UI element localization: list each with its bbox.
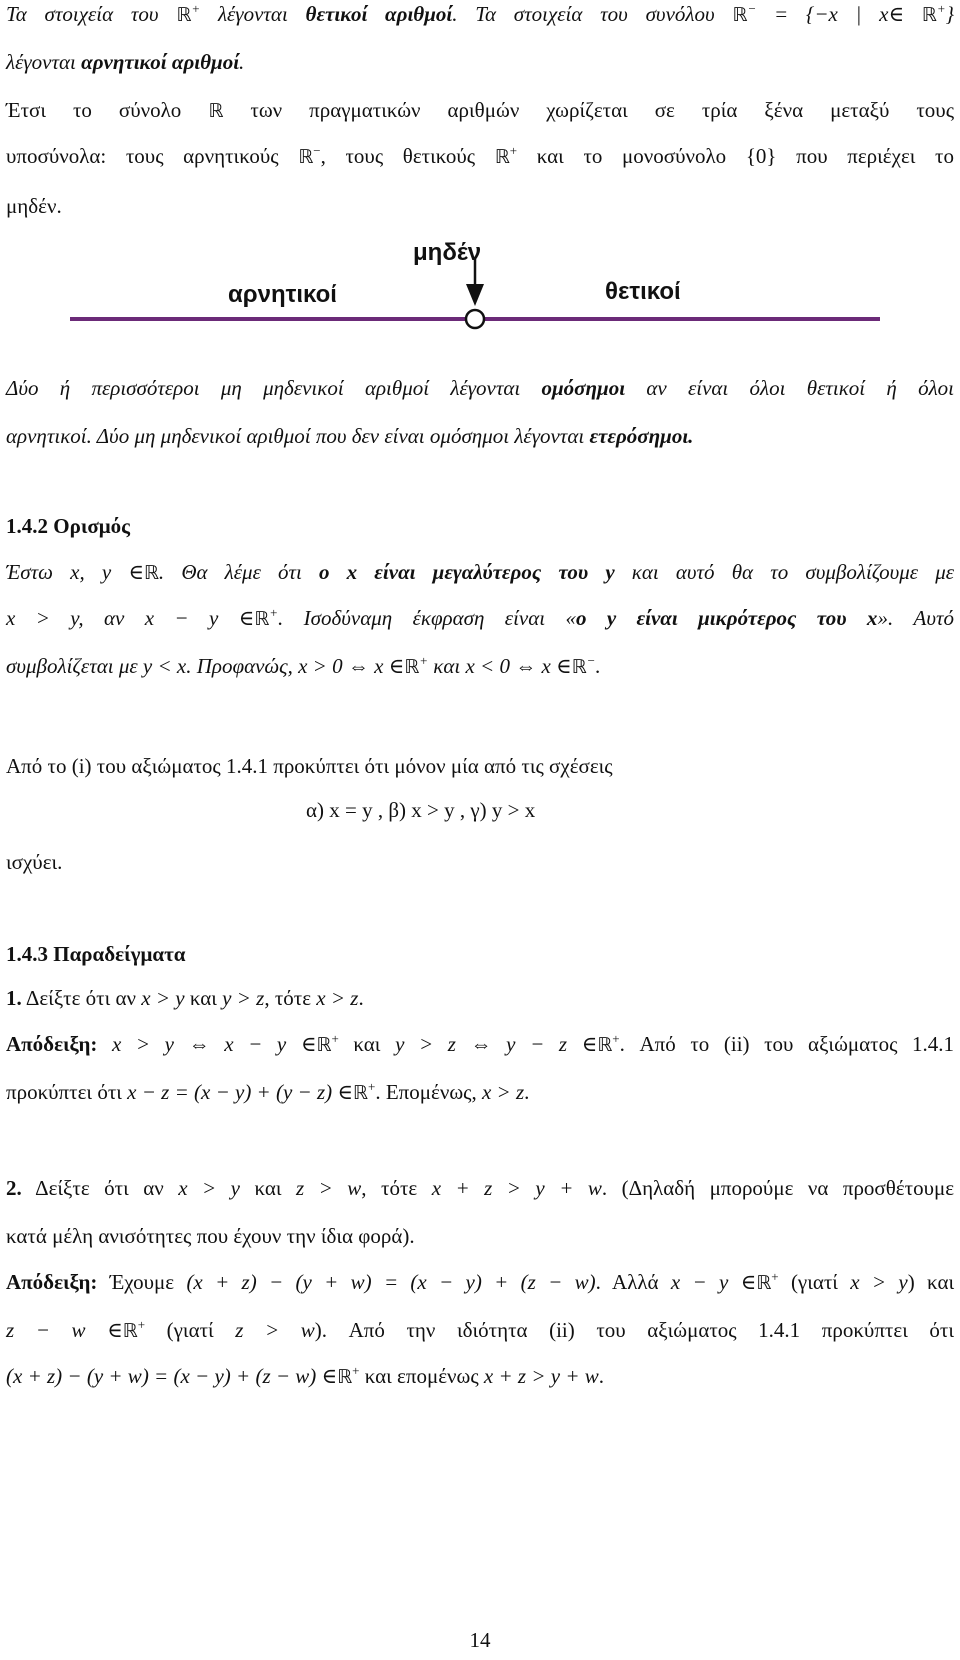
definition-line3 [6, 652, 954, 681]
text: συμβολίζεται με [6, 654, 138, 678]
number-line-svg [0, 232, 960, 352]
math: α) x = y , β) x > y , γ) y > x [306, 798, 536, 822]
text: Από το (i) του αξιώματος 1.4.1 προκύπτει ότι μόνον μία από τις σχέσεις [6, 754, 613, 778]
math: x < 0 ⇔ x ∈ [465, 654, 572, 678]
sup: + [612, 1031, 620, 1046]
text: προκύπτει ότι [6, 1080, 122, 1104]
zero-label: μηδέν [413, 239, 482, 266]
real-numbers-symbol: ℝ [494, 146, 510, 168]
real-numbers-symbol: ℝ [732, 4, 748, 26]
text: , τους θετικούς [320, 144, 476, 168]
example2-proof-line1 [6, 1268, 954, 1297]
text: Δείξτε ότι αν [35, 1176, 164, 1200]
paragraph-positive-negative-line1 [6, 0, 954, 29]
term-same-sign: ομόσημοι [541, 376, 626, 400]
example2-statement-line1 [6, 1174, 954, 1202]
math: z − w ∈ [6, 1318, 123, 1342]
paragraph-partition-line3 [6, 192, 954, 220]
real-numbers-symbol: ℝ [176, 4, 192, 26]
text: και [433, 654, 461, 678]
text: και [189, 986, 217, 1010]
paragraph-positive-negative-line2 [6, 48, 954, 76]
definition-line2 [6, 604, 954, 633]
real-numbers-symbol: ℝ [316, 1034, 332, 1056]
definition-heading [6, 512, 954, 540]
example-number: 2. [6, 1176, 22, 1200]
text: κατά μέλη ανισότητες που έχουν την ίδια φορά). [6, 1224, 415, 1248]
proof-label: Απόδειξη: [6, 1032, 98, 1056]
sup: + [419, 653, 429, 668]
text: Έτσι το σύνολο [6, 98, 182, 122]
text: και το μονοσύνολο {0} που περιέχει το [536, 144, 954, 168]
sup: + [137, 1317, 146, 1332]
text: , τότε [264, 986, 312, 1010]
text: Τα στοιχεία του [6, 2, 159, 26]
real-numbers-symbol: ℝ [404, 656, 420, 678]
text: (γιατί [790, 1270, 838, 1294]
text: . [358, 986, 364, 1010]
text: λέγονται [217, 2, 288, 26]
example1-proof-line1 [6, 1030, 954, 1059]
axiom-relations [306, 796, 954, 824]
page-number-text: 14 [469, 1628, 491, 1652]
math: x + z > y + w [431, 1176, 602, 1200]
term-negative-numbers: αρνητικοί αριθμοί [81, 50, 240, 74]
text: και [254, 1176, 282, 1200]
text: Έχουμε [109, 1270, 175, 1294]
text: . Προφανώς, [186, 654, 293, 678]
text: Δύο ή περισσότεροι μη μηδενικοί αριθμοί λέγονται [6, 376, 521, 400]
text: . Επομένως, [375, 1080, 477, 1104]
math: z > w [295, 1176, 362, 1200]
text: αρνητικοί. Δύο μη μηδενικοί αριθμοί που δεν είναι ομόσημοι λέγονται [6, 424, 585, 448]
math: x > y [850, 1270, 908, 1294]
math: x > 0 ⇔ x ∈ [298, 654, 405, 678]
math: x, y ∈ [70, 560, 144, 584]
text: λέγονται [6, 50, 76, 74]
text: . [595, 654, 601, 678]
paragraph-partition-line1 [6, 96, 954, 125]
sup: + [269, 605, 279, 620]
math: x − y ∈ [670, 1270, 757, 1294]
text: των πραγματικών αριθμών χωρίζεται σε τρία ξένα μεταξύ τους [250, 98, 955, 122]
real-numbers-symbol: ℝ [337, 1366, 353, 1388]
text: } [945, 2, 955, 26]
math: x > y [6, 606, 79, 630]
real-numbers-symbol: ℝ [298, 146, 314, 168]
text: ). Από την ιδιότητα (ii) του αξιώματος 1.4.1 προκύπτει ότι [314, 1318, 955, 1342]
example1-statement [6, 984, 954, 1012]
example2-statement-line2 [6, 1222, 954, 1250]
text: Έστω [6, 560, 53, 584]
sup: − [747, 1, 757, 16]
math: z > w [235, 1318, 315, 1342]
math: y > z [222, 986, 265, 1010]
examples-heading [6, 940, 954, 968]
text: μηδέν. [6, 194, 62, 218]
text: , τότε [361, 1176, 418, 1200]
sup: − [313, 143, 321, 158]
real-numbers-symbol: ℝ [208, 100, 224, 122]
paragraph-same-sign-line2 [6, 422, 954, 450]
text: αν είναι όλοι θετικοί ή όλοι [646, 376, 955, 400]
negative-label: αρνητικοί [228, 281, 337, 308]
sup: + [936, 1, 946, 16]
text: . Ισοδύναμη έκφραση είναι « [278, 606, 576, 630]
math: x > y [178, 1176, 240, 1200]
term-greater-than: ο x είναι μεγαλύτερος του y [319, 560, 615, 584]
paragraph-partition-line2 [6, 142, 954, 171]
text: . (Δηλαδή μπορούμε να προσθέτουμε [601, 1176, 955, 1200]
real-numbers-symbol: ℝ [254, 608, 270, 630]
example2-proof-line3 [6, 1362, 954, 1391]
example-number: 1. [6, 986, 22, 1010]
term-opposite-sign: ετερόσημοι. [589, 424, 694, 448]
text: και αυτό θα το συμβολίζουμε με [631, 560, 955, 584]
term-less-than: ο y είναι μικρότερος του x [575, 606, 878, 630]
text: Δείξτε ότι αν [25, 986, 137, 1010]
real-numbers-symbol: ℝ [122, 1320, 138, 1342]
sup: + [771, 1269, 779, 1284]
text: . Τα στοιχεία του συνόλου [452, 2, 715, 26]
term-positive-numbers: θετικοί αριθμοί [305, 2, 453, 26]
text: και επομένως [364, 1364, 479, 1388]
math: x > z [481, 1080, 525, 1104]
math: y > z ⇔ y − z ∈ [395, 1032, 598, 1056]
real-numbers-symbol: ℝ [143, 562, 159, 584]
real-numbers-symbol: ℝ [597, 1034, 613, 1056]
heading-text: 1.4.2 Ορισμός [6, 514, 131, 538]
text: . [524, 1080, 530, 1104]
real-numbers-symbol: ℝ [352, 1082, 368, 1104]
text: . [598, 1364, 605, 1388]
text: . Αλλά [595, 1270, 659, 1294]
arrow-head-icon [466, 284, 484, 306]
text: και [353, 1032, 381, 1056]
math: y < x [142, 654, 187, 678]
math: x > y [141, 986, 185, 1010]
definition-line1 [6, 558, 954, 587]
sup: + [191, 1, 201, 16]
text: ) και [907, 1270, 955, 1294]
real-numbers-symbol: ℝ [756, 1272, 772, 1294]
text: . Από το (ii) του αξιώματος 1.4.1 [619, 1032, 955, 1056]
number-line-figure [0, 232, 960, 352]
proof-label: Απόδειξη: [6, 1270, 98, 1294]
math: (x + z) − (y + w) = (x − y) + (z − w) ∈ [6, 1364, 338, 1388]
page-number [0, 1628, 960, 1653]
real-numbers-symbol: ℝ [921, 4, 937, 26]
text: , αν [78, 606, 125, 630]
math: (x + z) − (y + w) = (x − y) + (z − w) [186, 1270, 596, 1294]
math: x + z > y + w [483, 1364, 599, 1388]
text: . Θα λέμε ότι [158, 560, 302, 584]
text: . [239, 50, 245, 74]
sup: + [331, 1031, 339, 1046]
text: ισχύει. [6, 850, 63, 874]
sup: + [509, 143, 518, 158]
heading-text: 1.4.3 Παραδείγματα [6, 942, 186, 966]
sup: − [586, 653, 596, 668]
paragraph-same-sign-line1 [6, 374, 954, 402]
sup: + [367, 1079, 376, 1094]
math: x > z [316, 986, 359, 1010]
example2-proof-line2 [6, 1316, 954, 1345]
text: ». Αυτό [877, 606, 955, 630]
positive-label: θετικοί [605, 278, 681, 305]
sup: + [352, 1363, 360, 1378]
text: υποσύνολα: τους αρνητικούς [6, 144, 279, 168]
text: (γιατί [166, 1318, 214, 1342]
set-definition: = {−x | x∈ [774, 2, 904, 26]
axiom-line1 [6, 752, 954, 780]
example1-proof-line2 [6, 1078, 954, 1107]
real-numbers-symbol: ℝ [571, 656, 587, 678]
zero-point-circle [466, 310, 484, 328]
math: x − y ∈ [144, 606, 255, 630]
math: x > y ⇔ x − y ∈ [111, 1032, 317, 1056]
axiom-line3 [6, 848, 954, 876]
math: x − z = (x − y) + (y − z) ∈ [127, 1080, 353, 1104]
